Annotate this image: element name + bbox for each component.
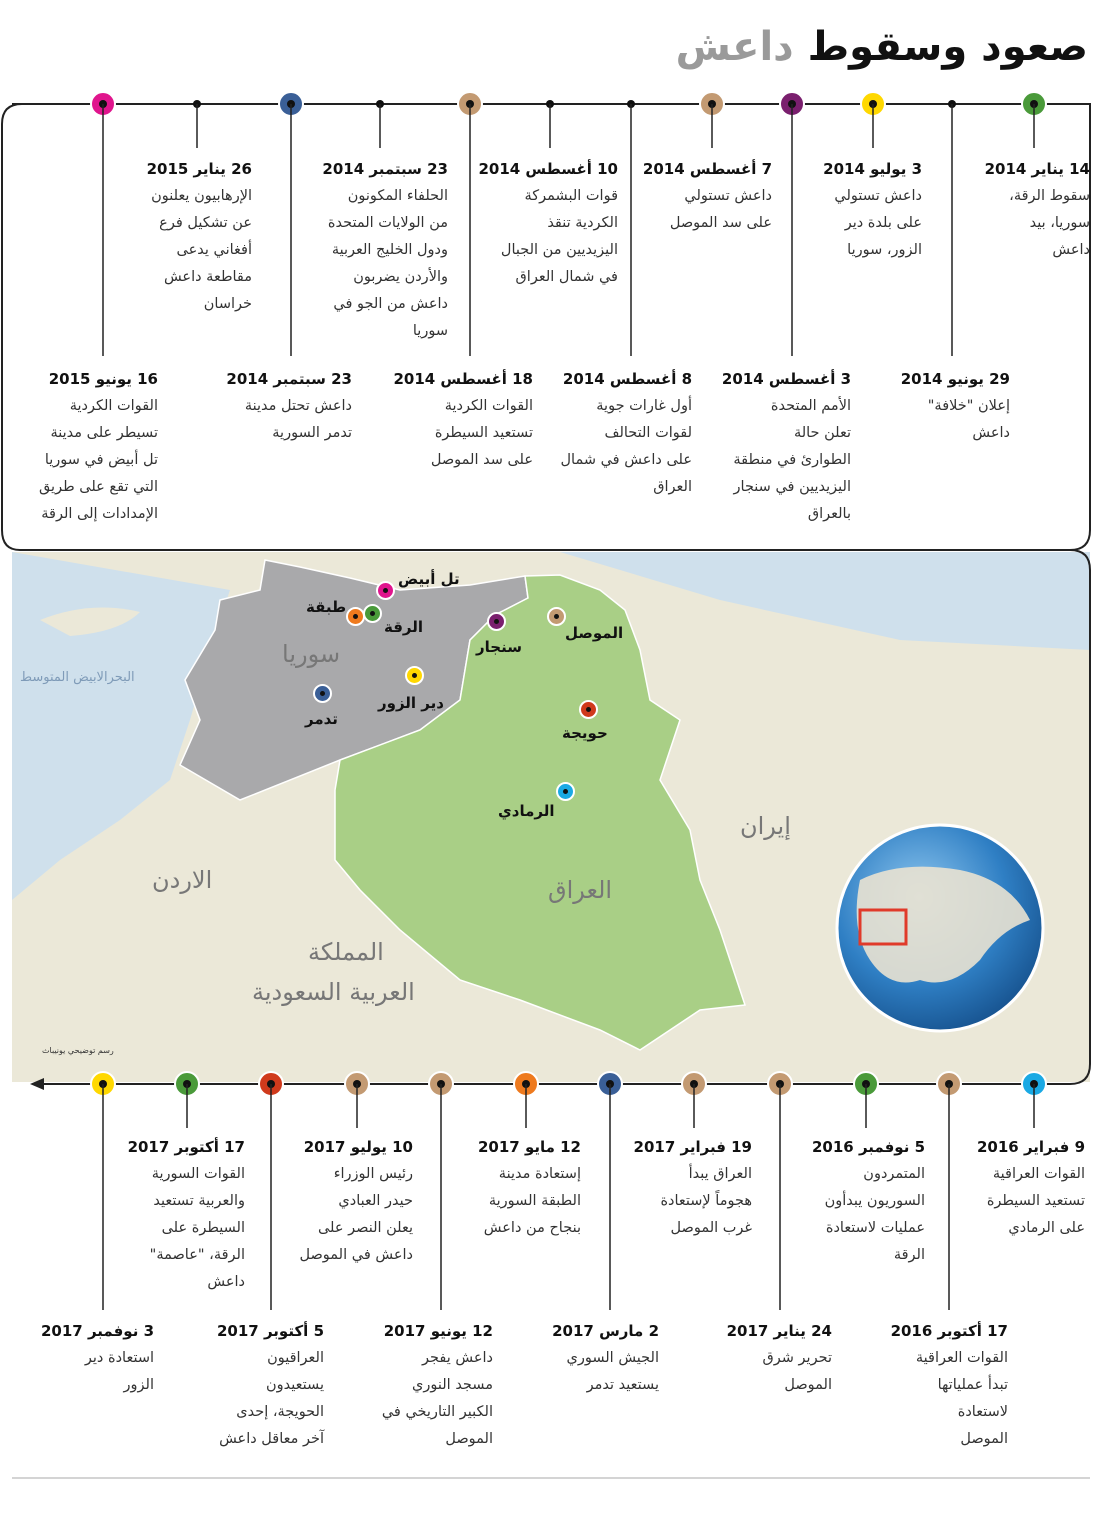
- timeline-event: [512, 366, 692, 501]
- event-text: أول غارات جوية لقوات التحالف على داعش في شمال العراق: [560, 398, 692, 495]
- event-text: الإرهابيون يعلنون عن تشكيل فرع أفغاني يدعى مقاطعة داعش خراسان: [151, 188, 252, 312]
- timeline-event: [945, 1134, 1085, 1242]
- city-tabqa: طبقة: [306, 598, 347, 616]
- event-date: 18 أغسطس 2014: [393, 370, 533, 388]
- event-text: قوات البشمركة الكردية تنقذ اليزيديين من الجبال في شمال العراق: [500, 188, 618, 285]
- map-dot-ramadi: [556, 782, 575, 801]
- map-dot-hawija: [579, 700, 598, 719]
- timeline-event: [747, 156, 922, 264]
- label-saudi-2: العربية السعودية: [252, 978, 415, 1006]
- event-text: القوات الكردية تسيطر على مدينة تل أبيض في سوريا التي تقع على طريق الإمدادات إلى الرقة: [38, 398, 158, 522]
- label-sea: البحرالابيض المتوسط: [20, 670, 135, 685]
- timeline-event: [52, 156, 252, 318]
- label-iraq: العراق: [548, 876, 613, 904]
- timeline-event: [681, 366, 851, 528]
- event-date: 19 فبراير 2017: [633, 1138, 752, 1156]
- event-date: 24 يناير 2017: [726, 1322, 832, 1340]
- event-text: الحلفاء المكونون من الولايات المتحدة ودول الخليج العربية والأردن يضربون داعش من الجو في سوريا: [327, 188, 448, 339]
- event-text: الجيش السوري يستعيد تدمر: [566, 1350, 659, 1393]
- event-text: القوات الكردية تستعيد السيطرة على سد الموصل: [430, 398, 533, 468]
- timeline-event: [582, 1134, 752, 1242]
- event-date: 10 يوليو 2017: [303, 1138, 413, 1156]
- title-dark: صعود وسقوط: [807, 24, 1088, 70]
- city-raqqa: الرقة: [384, 618, 424, 636]
- event-date: 17 أكتوبر 2016: [890, 1322, 1008, 1340]
- city-mosul: الموصل: [565, 624, 624, 642]
- event-date: 2 مارس 2017: [552, 1322, 659, 1340]
- map-dot-raqqa: [363, 604, 382, 623]
- event-text: القوات العراقية تبدأ عملياتها لاستعادة الموصل: [915, 1350, 1008, 1447]
- event-date: 23 سبتمبر 2014: [226, 370, 352, 388]
- event-date: 3 يوليو 2014: [823, 160, 922, 178]
- timeline-event: [755, 1134, 925, 1269]
- timeline-event: [75, 1134, 245, 1296]
- timeline-event: [858, 1318, 1008, 1453]
- event-text: رئيس الوزراء حيدر العبادي يعلن النصر على داعش في الموصل: [299, 1166, 413, 1263]
- event-date: 3 أغسطس 2014: [721, 370, 851, 388]
- city-hawija: حويجة: [562, 724, 608, 742]
- event-text: داعش تحتل مدينة تدمر السورية: [244, 398, 352, 441]
- timeline-event: [363, 366, 533, 474]
- city-deir: دير الزور: [378, 694, 444, 712]
- timeline-event: [172, 366, 352, 447]
- map-credit: رسم توضيحي يونيباث: [42, 1046, 114, 1055]
- event-text: الأمم المتحدة تعلن حالة الطوارئ في منطقة اليزيديين في سنجار بالعراق: [733, 398, 851, 522]
- map-dot-palmyra: [313, 684, 332, 703]
- city-sinjar: سنجار: [476, 638, 522, 656]
- label-saudi-1: المملكة: [308, 938, 384, 966]
- event-date: 3 نوفمبر 2017: [40, 1322, 154, 1340]
- city-tal-abyad: تل أبيض: [398, 570, 460, 588]
- event-date: 14 يناير 2014: [984, 160, 1090, 178]
- event-date: 23 سبتمبر 2014: [322, 160, 448, 178]
- event-date: 16 يونيو 2015: [48, 370, 158, 388]
- title-grey: داعش: [675, 24, 794, 70]
- event-date: 12 مايو 2017: [477, 1138, 581, 1156]
- timeline-event: [418, 156, 618, 291]
- city-palmyra: تدمر: [305, 710, 338, 728]
- event-date: 29 يونيو 2014: [900, 370, 1010, 388]
- event-text: داعش تستولي على بلدة دير الزور، سوريا: [834, 188, 922, 258]
- event-text: سقوط الرقة، سوريا، بيد داعش: [1009, 188, 1090, 258]
- timeline-event: [950, 156, 1090, 264]
- event-date: 17 أكتوبر 2017: [127, 1138, 245, 1156]
- map-dot-tabqa: [346, 607, 365, 626]
- event-date: 7 أغسطس 2014: [642, 160, 772, 178]
- map-dot-tal-abyad: [376, 581, 395, 600]
- event-text: داعش يفجر مسجد النوري الكبير التاريخي في الموصل: [381, 1350, 493, 1447]
- event-text: داعش تستولي على سد الموصل: [669, 188, 772, 231]
- event-text: المتمردون السوريون يبدأون عمليات لاستعادة الرقة: [824, 1166, 925, 1263]
- event-text: تحرير شرق الموصل: [762, 1350, 832, 1393]
- map-dot-mosul: [547, 607, 566, 626]
- timeline-event: [509, 1318, 659, 1399]
- event-date: 10 أغسطس 2014: [478, 160, 618, 178]
- map-dot-deir: [405, 666, 424, 685]
- event-text: استعادة دير الزور: [84, 1350, 154, 1393]
- timeline-event: [248, 156, 448, 345]
- event-text: العراقيون يستعيدون الحويجة، إحدى آخر معاقل داعش: [219, 1350, 324, 1447]
- event-date: 26 يناير 2015: [146, 160, 252, 178]
- timeline-event: [174, 1318, 324, 1453]
- event-date: 12 يونيو 2017: [383, 1322, 493, 1340]
- timeline-event: [860, 366, 1010, 447]
- event-text: إستعادة مدينة الطبقة السورية بنجاح من داعش: [483, 1166, 581, 1236]
- label-syria: سوريا: [282, 640, 341, 668]
- label-jordan: الاردن: [152, 866, 213, 894]
- timeline-event: [0, 366, 158, 528]
- event-date: 8 أغسطس 2014: [562, 370, 692, 388]
- event-date: 9 فبراير 2016: [976, 1138, 1085, 1156]
- timeline-event: [702, 1318, 832, 1399]
- event-date: 5 نوفمبر 2016: [811, 1138, 925, 1156]
- label-iran: إيران: [740, 812, 791, 840]
- event-text: القوات السورية والعربية تستعيد السيطرة على الرقة، "عاصمة" داعش: [149, 1166, 245, 1290]
- timeline-event: [14, 1318, 154, 1399]
- timeline-event: [243, 1134, 413, 1269]
- event-text: إعلان "خلافة" داعش: [927, 398, 1010, 441]
- timeline-event: [333, 1318, 493, 1453]
- map-dot-sinjar: [487, 612, 506, 631]
- event-text: العراق يبدأ هجوماً لإستعادة غرب الموصل: [660, 1166, 752, 1236]
- event-date: 5 أكتوبر 2017: [217, 1322, 324, 1340]
- city-ramadi: الرمادي: [498, 802, 555, 820]
- event-text: القوات العراقية تستعيد السيطرة على الرمادي: [986, 1166, 1085, 1236]
